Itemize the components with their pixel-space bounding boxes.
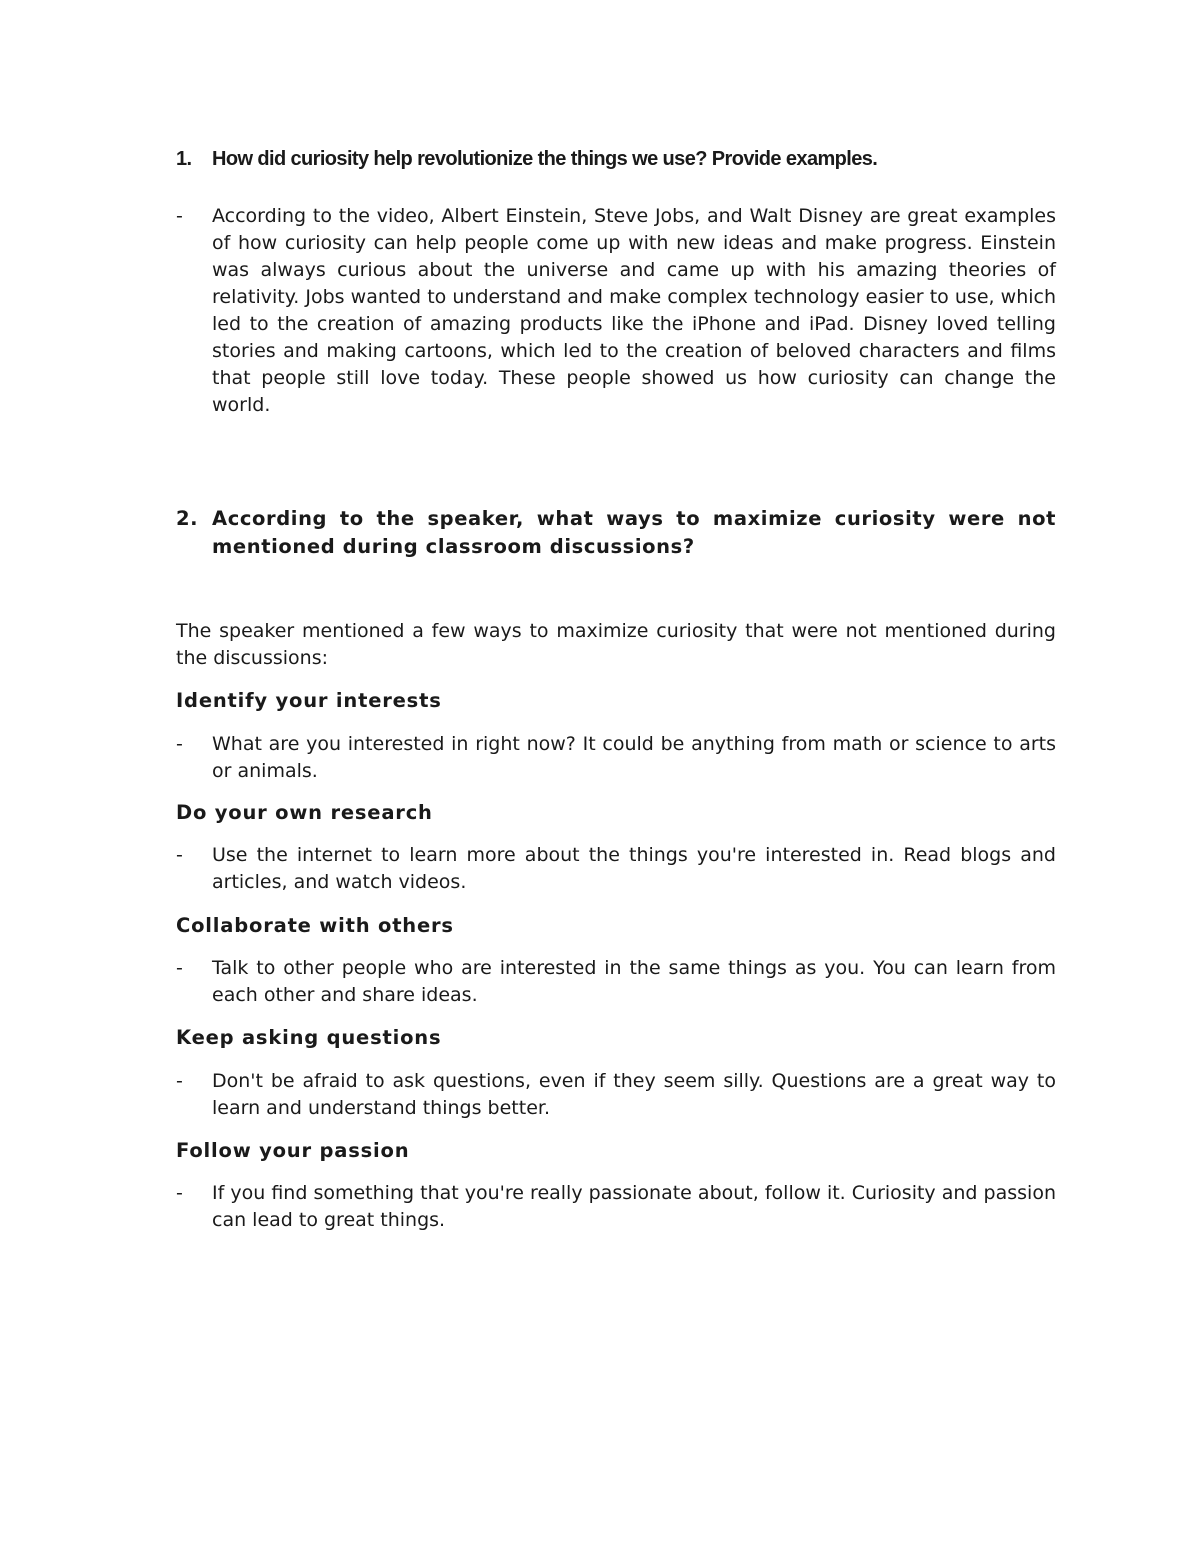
way-dash: - bbox=[176, 844, 183, 866]
way-item-follow-passion bbox=[176, 1180, 1056, 1234]
question-1-number: 1. bbox=[176, 148, 192, 170]
question-2-text: According to the speaker, what ways to maximize curiosity were not mentioned during classroom discussions? bbox=[212, 507, 1056, 558]
way-text: What are you interested in right now? It could be anything from math or science to arts or animals. bbox=[212, 733, 1056, 782]
question-1-answer bbox=[176, 203, 1056, 419]
way-heading-keep-asking: Keep asking questions bbox=[176, 1026, 442, 1049]
question-2-number: 2. bbox=[176, 507, 199, 530]
way-text: If you find something that you're really passionate about, follow it. Curiosity and passion can lead to great things. bbox=[212, 1182, 1056, 1231]
way-dash: - bbox=[176, 957, 183, 979]
way-text: Don't be afraid to ask questions, even if they seem silly. Questions are a great way to learn and understand things better. bbox=[212, 1070, 1056, 1119]
question-2 bbox=[176, 505, 1056, 561]
way-heading-identify-interests: Identify your interests bbox=[176, 689, 442, 712]
way-dash: - bbox=[176, 1182, 183, 1204]
question-2-intro: The speaker mentioned a few ways to maximize curiosity that were not mentioned during the discussions: bbox=[176, 620, 1056, 669]
way-item-keep-asking bbox=[176, 1068, 1056, 1122]
way-item-identify-interests bbox=[176, 731, 1056, 785]
way-item-collaborate bbox=[176, 955, 1056, 1009]
answer-dash: - bbox=[176, 205, 183, 227]
way-text: Use the internet to learn more about the things you're interested in. Read blogs and articles, and watch videos. bbox=[212, 844, 1056, 893]
way-text: Talk to other people who are interested in the same things as you. You can learn from each other and share ideas. bbox=[212, 957, 1056, 1006]
way-heading-collaborate: Collaborate with others bbox=[176, 914, 454, 937]
way-item-own-research bbox=[176, 842, 1056, 896]
way-dash: - bbox=[176, 733, 183, 755]
question-1-text: How did curiosity help revolutionize the things we use? Provide examples. bbox=[212, 148, 878, 170]
way-dash: - bbox=[176, 1070, 183, 1092]
question-1-answer-text: According to the video, Albert Einstein, Steve Jobs, and Walt Disney are great examples of how curiosity can help people come up with new ideas and make progress. Einstein was always curious about the universe and came up with his amazing theories of relativity. Jobs wanted to understand and make complex technology easier to use, which led to the creation of amazing products like the iPhone and iPad. Disney loved telling stories and making cartoons, which led to the creation of beloved characters and films that people still love today. These people showed us how curiosity can change the world. bbox=[212, 205, 1056, 416]
way-heading-follow-passion: Follow your passion bbox=[176, 1139, 410, 1162]
way-heading-own-research: Do your own research bbox=[176, 801, 433, 824]
